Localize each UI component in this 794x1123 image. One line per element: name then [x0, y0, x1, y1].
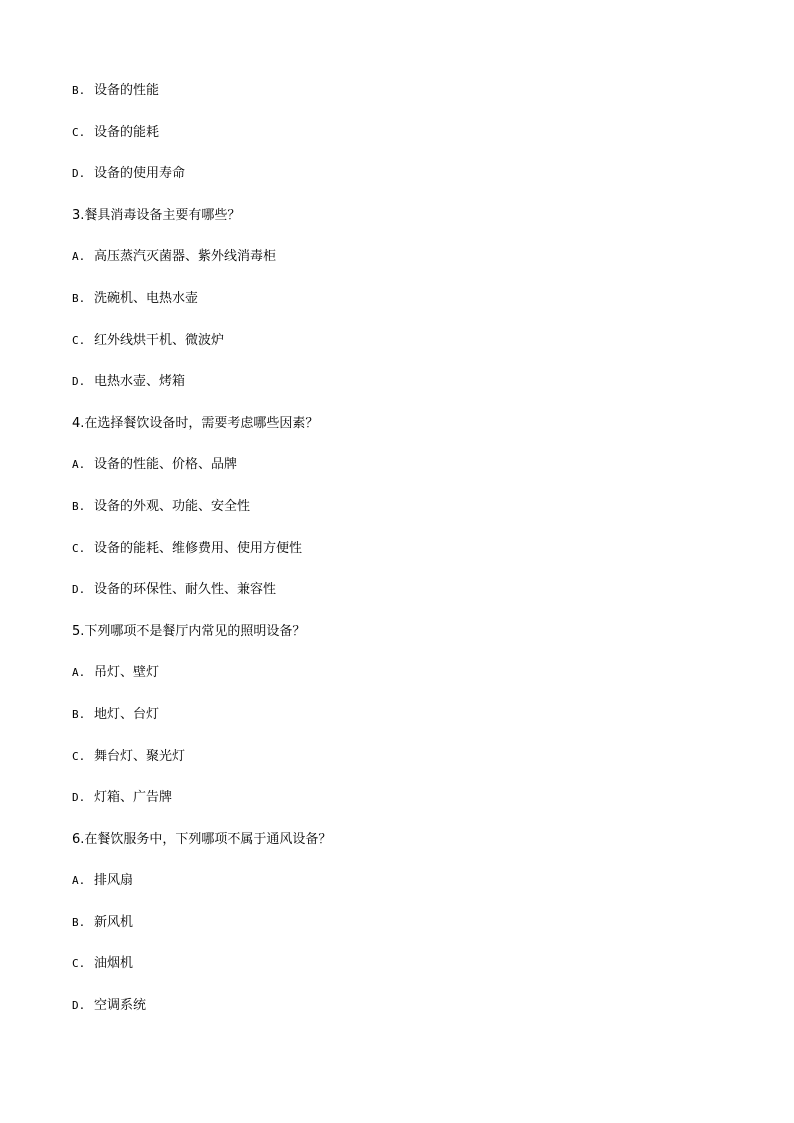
answer-option [72, 579, 722, 621]
answer-option [72, 246, 722, 288]
answer-option [72, 496, 722, 538]
question-text: 5.下列哪项不是餐厅内常见的照明设备？ [72, 623, 306, 639]
option-letter: A. [72, 666, 86, 680]
answer-option [72, 538, 722, 580]
option-letter: B. [72, 291, 86, 305]
question-text: 6.在餐饮服务中，下列哪项不属于通风设备？ [72, 831, 332, 847]
option-text: 洗碗机、电热水壶 [94, 290, 199, 306]
answer-option [72, 454, 722, 496]
option-text: 排风扇 [94, 873, 134, 889]
option-letter: D. [72, 375, 86, 389]
option-letter: C. [72, 333, 86, 347]
question-text: 4.在选择餐饮设备时，需要考虑哪些因素？ [72, 415, 319, 431]
option-letter: B. [72, 84, 86, 97]
question-list [72, 80, 722, 1037]
option-text: 吊灯、壁灯 [94, 665, 160, 681]
option-text: 设备的使用寿命 [94, 166, 186, 182]
answer-option [72, 995, 722, 1037]
option-text: 设备的能耗 [94, 124, 160, 140]
answer-option [72, 912, 722, 954]
option-letter: C. [72, 541, 86, 555]
option-text: 设备的外观、功能、安全性 [94, 498, 251, 514]
option-text: 电热水壶、烤箱 [94, 374, 186, 390]
option-text: 灯箱、广告牌 [94, 790, 173, 806]
option-text: 舞台灯、聚光灯 [94, 748, 186, 764]
answer-option [72, 80, 722, 122]
option-letter: A. [72, 458, 86, 472]
option-text: 新风机 [94, 914, 134, 930]
option-letter: C. [72, 125, 86, 139]
answer-option [72, 953, 722, 995]
option-text: 红外线烘干机、微波炉 [94, 332, 225, 348]
option-letter: A. [72, 874, 86, 888]
answer-option [72, 371, 722, 413]
option-text: 设备的性能、价格、品牌 [94, 457, 238, 473]
option-letter: B. [72, 707, 86, 721]
option-letter: D. [72, 583, 86, 597]
option-letter: C. [72, 749, 86, 763]
answer-option [72, 704, 722, 746]
answer-option [72, 163, 722, 205]
option-text: 设备的环保性、耐久性、兼容性 [94, 582, 277, 598]
option-text: 设备的性能 [94, 83, 160, 98]
option-letter: D. [72, 999, 86, 1013]
answer-option [72, 870, 722, 912]
answer-option [72, 330, 722, 372]
option-letter: B. [72, 499, 86, 513]
answer-option [72, 662, 722, 704]
option-text: 设备的能耗、维修费用、使用方便性 [94, 540, 303, 556]
option-letter: D. [72, 167, 86, 181]
answer-option [72, 787, 722, 829]
option-text: 地灯、台灯 [94, 706, 160, 722]
option-letter: D. [72, 791, 86, 805]
option-text: 油烟机 [94, 956, 134, 972]
option-text: 高压蒸汽灭菌器、紫外线消毒柜 [94, 249, 277, 265]
question-text: 3.餐具消毒设备主要有哪些？ [72, 207, 241, 223]
answer-option [72, 122, 722, 164]
option-letter: B. [72, 915, 86, 929]
answer-option [72, 746, 722, 788]
option-text: 空调系统 [94, 998, 147, 1014]
option-letter: C. [72, 957, 86, 971]
option-letter: A. [72, 250, 86, 264]
answer-option [72, 288, 722, 330]
